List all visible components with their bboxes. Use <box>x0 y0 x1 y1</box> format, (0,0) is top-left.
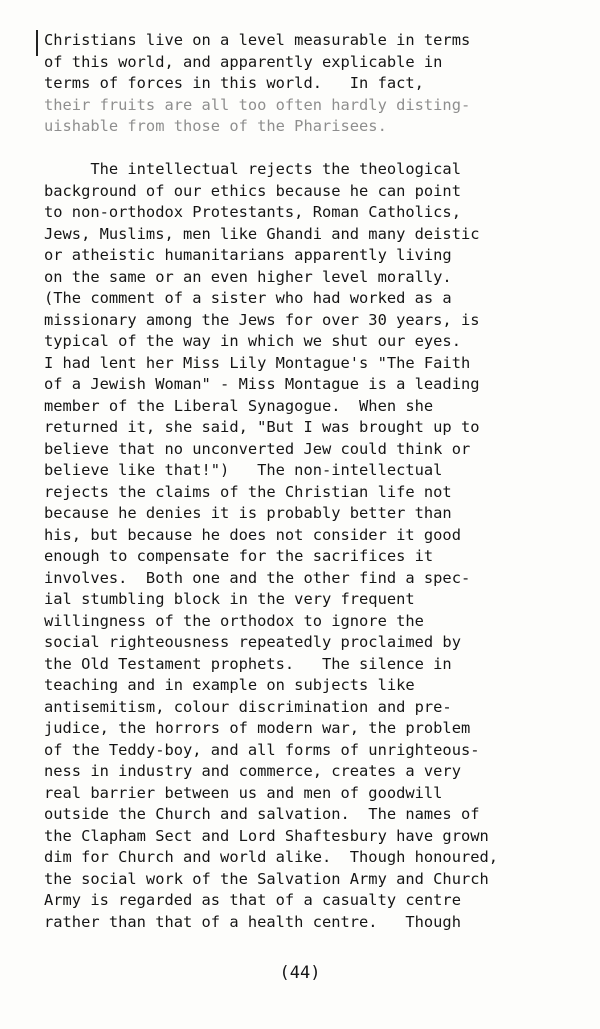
paragraph-gap <box>44 138 584 160</box>
text-line: willingness of the orthodox to ignore the <box>44 611 424 630</box>
text-line: teaching and in example on subjects like <box>44 676 415 694</box>
text-line: member of the Liberal Synagogue. When she <box>44 396 434 415</box>
text-line: their fruits are all too often hardly disting- <box>44 95 471 114</box>
text-line: Army is regarded as that of a casualty centre <box>44 891 461 909</box>
text-line: of this world, and apparently explicable in <box>44 52 443 71</box>
text-line: rejects the claims of the Christian life not <box>44 482 452 501</box>
text-line: judice, the horrors of modern war, the problem <box>44 719 471 737</box>
text-line: the Old Testament prophets. The silence in <box>44 654 452 673</box>
text-line: the Clapham Sect and Lord Shaftesbury have grown <box>44 826 489 845</box>
text-line: ial stumbling block in the very frequent <box>44 590 415 608</box>
text-line: or atheistic humanitarians apparently living <box>44 246 452 264</box>
text-line: I had lent her Miss Lily Montague's "The Faith <box>44 353 471 372</box>
text-line: believe like that!") The non-intellectual <box>44 461 443 479</box>
text-line: of the Teddy-boy, and all forms of unrighteous- <box>44 740 480 759</box>
text-line: terms of forces in this world. In fact, <box>44 74 424 92</box>
text-line: the social work of the Salvation Army and Church <box>44 869 489 888</box>
text-line: background of our ethics because he can point <box>44 181 461 200</box>
text-line: (The comment of a sister who had worked as a <box>44 289 452 307</box>
text-line: involves. Both one and the other find a spec- <box>44 568 471 587</box>
text-line: The intellectual rejects the theological <box>44 160 461 178</box>
text-line: to non-orthodox Protestants, Roman Catholics, <box>44 203 461 221</box>
text-line: missionary among the Jews for over 30 years, is <box>44 310 480 329</box>
text-line: because he denies it is probably better than <box>44 504 452 522</box>
text-line: Christians live on a level measurable in terms <box>44 31 471 49</box>
text-line: social righteousness repeatedly proclaimed by <box>44 633 461 651</box>
text-line: of a Jewish Woman" - Miss Montague is a leading <box>44 375 480 393</box>
body-text <box>44 30 584 933</box>
text-line: real barrier between us and men of goodwill <box>44 783 443 802</box>
text-line: ness in industry and commerce, creates a very <box>44 762 461 780</box>
page-number: (44) <box>279 963 321 983</box>
text-line: believe that no unconverted Jew could think or <box>44 439 471 458</box>
text-line: antisemitism, colour discrimination and pre- <box>44 697 452 716</box>
text-line: rather than that of a health centre. Though <box>44 912 461 931</box>
text-line: Jews, Muslims, men like Ghandi and many deistic <box>44 224 480 243</box>
text-line: returned it, she said, "But I was brought up to <box>44 418 480 436</box>
text-line: dim for Church and world alike. Though honoured, <box>44 848 499 866</box>
text-line: outside the Church and salvation. The names of <box>44 805 480 823</box>
text-line: his, but because he does not consider it good <box>44 525 461 544</box>
text-line: enough to compensate for the sacrifices it <box>44 547 434 565</box>
text-line: uishable from those of the Pharisees. <box>44 117 387 135</box>
margin-rule <box>36 30 38 56</box>
text-line: typical of the way in which we shut our eyes. <box>44 332 461 350</box>
text-line: on the same or an even higher level morally. <box>44 267 452 286</box>
